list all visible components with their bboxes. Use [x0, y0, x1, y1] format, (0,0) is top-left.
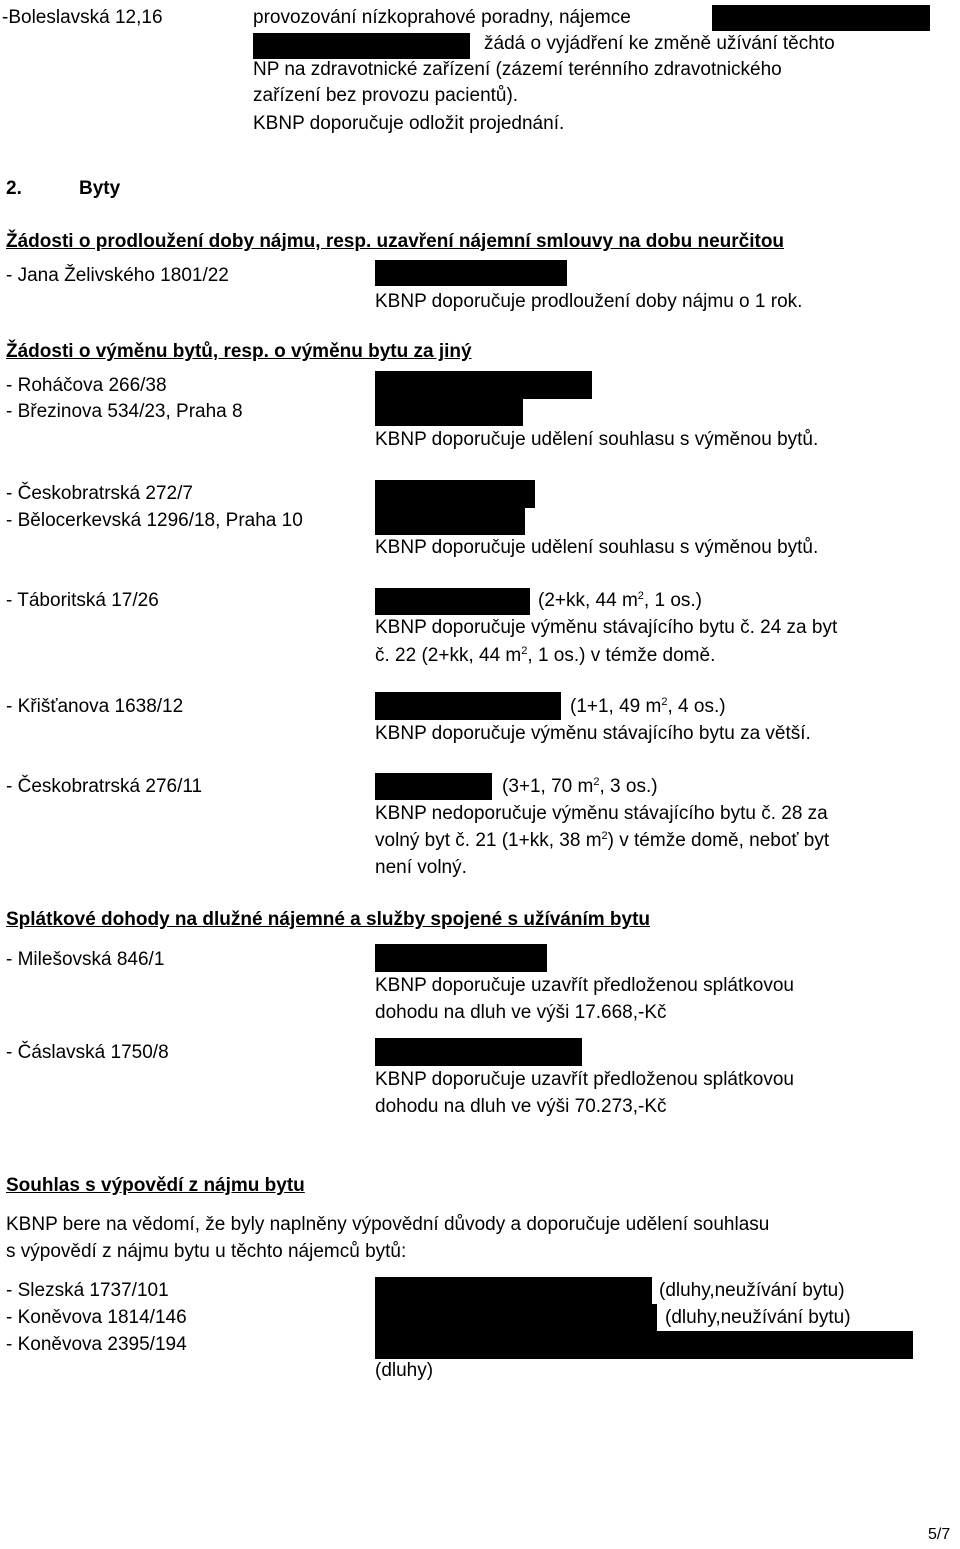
redaction	[375, 399, 523, 426]
heading-vypoved: Souhlas s výpovědí z nájmu bytu	[6, 1175, 305, 1196]
redaction	[375, 944, 547, 972]
text-milesovska-1: KBNP doporučuje uzavřít předloženou splátkovou	[375, 975, 794, 996]
redaction	[375, 1038, 582, 1066]
redaction	[375, 1304, 657, 1331]
address-rohacova: - Roháčova 266/38	[6, 375, 167, 396]
redaction	[375, 508, 525, 535]
top-line-4: zařízení bez provozu pacientů).	[253, 85, 519, 106]
redaction	[375, 588, 530, 615]
page-number: 5/7	[928, 1526, 951, 1543]
redaction	[375, 773, 492, 800]
address-slezska: - Slezská 1737/101	[6, 1280, 169, 1301]
text-kristanova: KBNP doporučuje výměnu stávajícího bytu za větší.	[375, 723, 811, 744]
address-ceskobratrska-276: - Českobratrská 276/11	[6, 776, 203, 797]
redaction	[375, 260, 567, 286]
redaction	[712, 5, 930, 31]
top-line-5: KBNP doporučuje odložit projednání.	[253, 113, 565, 134]
text-caslavska-1: KBNP doporučuje uzavřít předloženou splátkovou	[375, 1069, 794, 1090]
text-vypoved-intro-2: s výpovědí z nájmu bytu u těchto nájemců bytů:	[6, 1241, 407, 1262]
address-brezinova: - Březinova 534/23, Praha 8	[6, 401, 243, 422]
text-milesovska-2: dohodu na dluh ve výši 17.668,-Kč	[375, 1002, 667, 1023]
address-taboritska: - Táboritská 17/26	[6, 590, 159, 611]
heading-vymena: Žádosti o výměnu bytů, resp. o výměnu bytu za jiný	[6, 341, 472, 362]
text-ceskobratrska-276-1: KBNP nedoporučuje výměnu stávajícího bytu č. 28 za	[375, 803, 828, 824]
text-vypoved-intro-1: KBNP bere na vědomí, že byly naplněny výpovědní důvody a doporučuje udělení souhlasu	[6, 1214, 770, 1235]
text-pair1: KBNP doporučuje udělení souhlasu s výměnou bytů.	[375, 429, 819, 450]
top-line-3: NP na zdravotnické zařízení (zázemí terénního zdravotnického	[253, 59, 782, 80]
address-belocerkevska: - Bělocerkevská 1296/18, Praha 10	[6, 510, 303, 531]
address-konevova-2395: - Koněvova 2395/194	[6, 1334, 187, 1355]
text-caslavska-2: dohodu na dluh ve výši 70.273,-Kč	[375, 1096, 667, 1117]
text-taboritska-1: KBNP doporučuje výměnu stávajícího bytu č. 24 za byt	[375, 617, 838, 638]
section-title: Byty	[79, 178, 121, 199]
text-prodlouzeni: KBNP doporučuje prodloužení doby nájmu o 1 rok.	[375, 291, 803, 312]
reason-slezska: (dluhy,neužívání bytu)	[659, 1280, 845, 1301]
redaction	[375, 1277, 652, 1304]
redaction	[375, 371, 592, 399]
detail-ceskobratrska-276: (3+1, 70 $m^2$, 3 os.)	[502, 776, 658, 797]
address-zelivskeho: - Jana Želivského 1801/22	[6, 265, 229, 286]
text-taboritska-2: č. 22 (2+kk, 44 $m^2$, 1 os.) v témže domě.	[375, 645, 716, 666]
heading-prodlouzeni: Žádosti o prodloužení doby nájmu, resp. uzavření nájemní smlouvy na dobu neurčitou	[6, 231, 785, 252]
detail-taboritska: (2+kk, 44 $m^2$, 1 os.)	[538, 590, 702, 611]
reason-konevova-2395: (dluhy)	[375, 1360, 434, 1381]
detail-kristanova: (1+1, 49 $m^2$, 4 os.)	[570, 696, 726, 717]
top-line-2: žádá o vyjádření ke změně užívání těchto	[484, 33, 835, 54]
text-ceskobratrska-276-2: volný byt č. 21 (1+kk, 38 $m^2$) v témže domě, neboť byt	[375, 830, 830, 851]
reason-konevova-1814: (dluhy,neužívání bytu)	[665, 1307, 851, 1328]
address-kristanova: - Křišťanova 1638/12	[6, 696, 184, 717]
top-line-1: provozování nízkoprahové poradny, nájemce	[253, 7, 631, 28]
heading-splatky: Splátkové dohody na dlužné nájemné a služby spojené s užíváním bytu	[6, 909, 651, 930]
redaction	[253, 33, 470, 59]
address-caslavska: - Čáslavská 1750/8	[6, 1042, 169, 1063]
redaction	[375, 1331, 913, 1359]
section-number: 2.	[6, 178, 22, 199]
address-ceskobratrska-272: - Českobratrská 272/7	[6, 483, 193, 504]
text-pair2: KBNP doporučuje udělení souhlasu s výměnou bytů.	[375, 537, 819, 558]
address-milesovska: - Milešovská 846/1	[6, 949, 165, 970]
address-boleslavska: -Boleslavská 12,16	[2, 7, 163, 28]
redaction	[375, 692, 561, 720]
redaction	[375, 480, 535, 508]
text-ceskobratrska-276-3: není volný.	[375, 857, 467, 878]
address-konevova-1814: - Koněvova 1814/146	[6, 1307, 187, 1328]
